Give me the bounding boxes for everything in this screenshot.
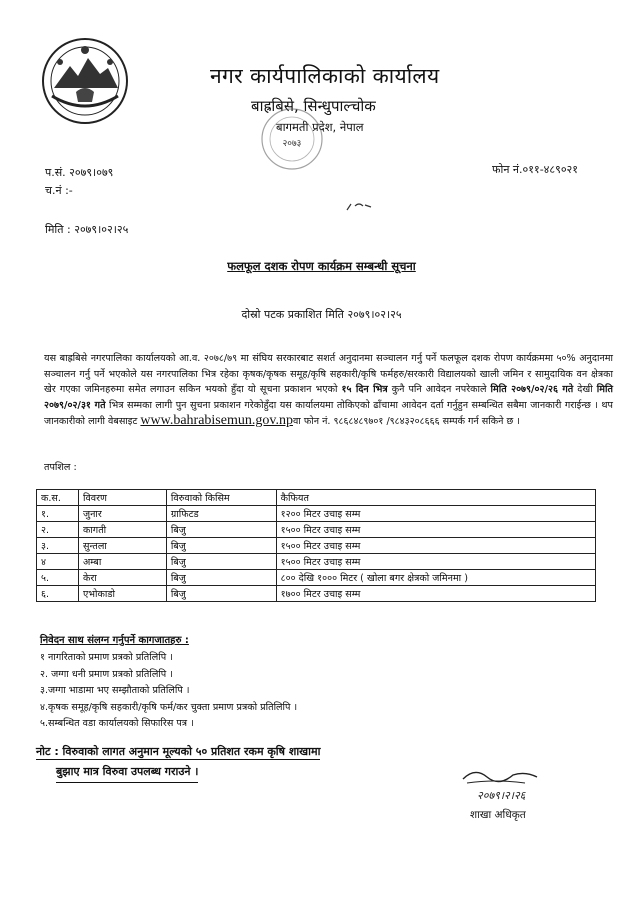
body-text-1: यस बाह्रबिसे नगरपालिका कार्यालयको आ.व. २०७८/७९ मा संघिय सरकारबाट सशर्त अनुदानमा सञ्चालन गर्नु पर्ने फलफूल दशक रोपण कार्यक्रममा ५०% अनुदानमा सञ्चालन गर्नु पर्ने भएकोले यस नगरपालिका भित्र रहेका कृषक/कृषक समूह/कृषि सहकारी/कृषि फर्महरु/सरकारी विद्यालयको खाली जमिन र सामुदायिक वन क्षेत्रका खेर गएका जमिनहरुमा समेत लगाउन सकिन भयको हुँदा यो सूचना प्रकाशन भएको [44, 353, 613, 395]
required-docs-list [40, 650, 297, 733]
cell-remarks: १५०० मिटर उचाइ सम्म [276, 554, 595, 570]
body-text-5: वा फोन नं. ९८६८४८९७०१ /९८४३२०८६६६ सम्पर्क गर्न सकिने छ । [292, 416, 520, 427]
cell-description: केरा [78, 570, 166, 586]
cell-remarks: १५०० मिटर उचाइ सम्म [276, 522, 595, 538]
cell-remarks: ८०० देखि १००० मिटर ( खोला बगर क्षेत्रको जमिनमा ) [276, 570, 595, 586]
body-text-4: भित्र सम्मका लागी पुन सुचना प्रकाशन गरेकोहुँदा यस कार्यालयमा तोकिएको ढाँचामा आवेदन दर्ता गर्नुहुन सम्बन्धित सबैमा जानकारी गराईन्छ । थप जानकारीको लागी वेबसाइट [44, 399, 613, 427]
list-item: ५.सम्बन्धित वडा कार्यालयको सिफारिस पत्र । [40, 718, 194, 729]
table-row [37, 570, 596, 586]
handwritten-signature [455, 765, 575, 805]
cell-plant-type: ग्राफिटड [166, 506, 276, 522]
note-block [36, 742, 320, 783]
body-bold-end-date: मिति २०७९/०२/३१ गते [44, 384, 613, 411]
signatory-title: शाखा अधिकृत [470, 809, 526, 821]
cell-plant-type: बिजु [166, 554, 276, 570]
cell-serial: ३. [37, 538, 79, 554]
table-row [37, 554, 596, 570]
cell-serial: २. [37, 522, 79, 538]
required-docs-heading-text: निवेदन साथ संलग्न गर्नुपर्ने कागजातहरु : [40, 635, 189, 646]
phone-number: फोन नं.०११-४८९०२१ [492, 163, 578, 176]
body-bold-deadline: १५ दिन भित्र [341, 384, 388, 395]
cell-description: सुन्तला [78, 538, 166, 554]
cell-plant-type: बिजु [166, 570, 276, 586]
body-text-3: देखी [573, 384, 597, 395]
province-name: बागमती प्रदेश, नेपाल [276, 120, 364, 134]
cell-serial: १. [37, 506, 79, 522]
stamp-year: २०७३ [282, 139, 302, 149]
cell-serial: ६. [37, 586, 79, 602]
cell-remarks: १७०० मिटर उचाइ सम्म [276, 586, 595, 602]
office-stamp [257, 104, 327, 174]
government-emblem-logo [40, 36, 130, 126]
cell-plant-type: बिजु [166, 586, 276, 602]
body-text-2: कुनै पनि आवेदन नपरेकाले [387, 384, 491, 395]
dispatch-number: च.नं :- [45, 184, 73, 197]
issue-date: मिति : २०७९।०२।२५ [45, 223, 129, 236]
plant-details-table [36, 489, 596, 602]
cell-serial: ५. [37, 570, 79, 586]
table-row [37, 538, 596, 554]
header-description: विवरण [78, 490, 166, 506]
notice-body [44, 351, 613, 430]
notice-title [0, 259, 643, 274]
header-remarks: कैफियत [276, 490, 595, 506]
table-row [37, 506, 596, 522]
cell-description: एभोकाडो [78, 586, 166, 602]
table-row [37, 522, 596, 538]
reference-number: प.सं. २०७९।०७९ [45, 166, 114, 179]
cell-serial: ४ [37, 554, 79, 570]
website-link[interactable]: www.bahrabisemun.gov.np [140, 413, 293, 428]
details-label: तपशिल : [44, 462, 77, 473]
republish-date: दोस्रो पटक प्रकाशित मिति २०७९।०२।२५ [241, 308, 402, 321]
note-line-1: नोट : विरुवाको लागत अनुमान मूल्यको ५० प्रतिशत रकम कृषि शाखामा [36, 745, 321, 758]
cell-plant-type: बिजु [166, 522, 276, 538]
signature-date: २०७९।२।२६ [477, 789, 526, 802]
table-row [37, 586, 596, 602]
cell-description: जुनार [78, 506, 166, 522]
office-name: नगर कार्यपालिकाको कार्यालय [210, 64, 440, 88]
list-item: २. जग्गा धनी प्रमाण प्रत्रको प्रतिलिपि । [40, 668, 173, 680]
list-item: १ नागरिताको प्रमाण प्रत्रको प्रतिलिपि । [40, 652, 173, 663]
body-bold-start-date: मिति २०७९/०२/२६ गते [490, 384, 574, 395]
list-item: ३.जग्गा भाडामा भए सम्झौताको प्रतिलिपि । [40, 685, 190, 696]
cell-plant-type: बिजु [166, 538, 276, 554]
header-plant-type: विरुवाको किसिम [166, 490, 276, 506]
ink-mark [345, 200, 375, 214]
table-header-row [37, 490, 596, 506]
notice-title-text: फलफूल दशक रोपण कार्यक्रम सम्बन्धी सूचना [227, 259, 416, 273]
cell-description: अम्बा [78, 554, 166, 570]
list-item: ४.कृषक समूह/कृषि सहकारी/कृषि फर्म/कर चुक्ता प्रमाण प्रत्रको प्रतिलिपि । [40, 701, 298, 713]
required-docs-heading [40, 632, 189, 646]
header-serial: क.स. [37, 490, 79, 506]
cell-description: कागती [78, 522, 166, 538]
note-line-2: बुझाए मात्र विरुवा उपलब्ध गराउने । [56, 762, 198, 783]
municipality-name: बाह्रबिसे, सिन्धुपाल्चोक [251, 97, 376, 115]
cell-remarks: १२०० मिटर उचाइ सम्म [276, 506, 595, 522]
cell-remarks: १५०० मिटर उचाइ सम्म [276, 538, 595, 554]
